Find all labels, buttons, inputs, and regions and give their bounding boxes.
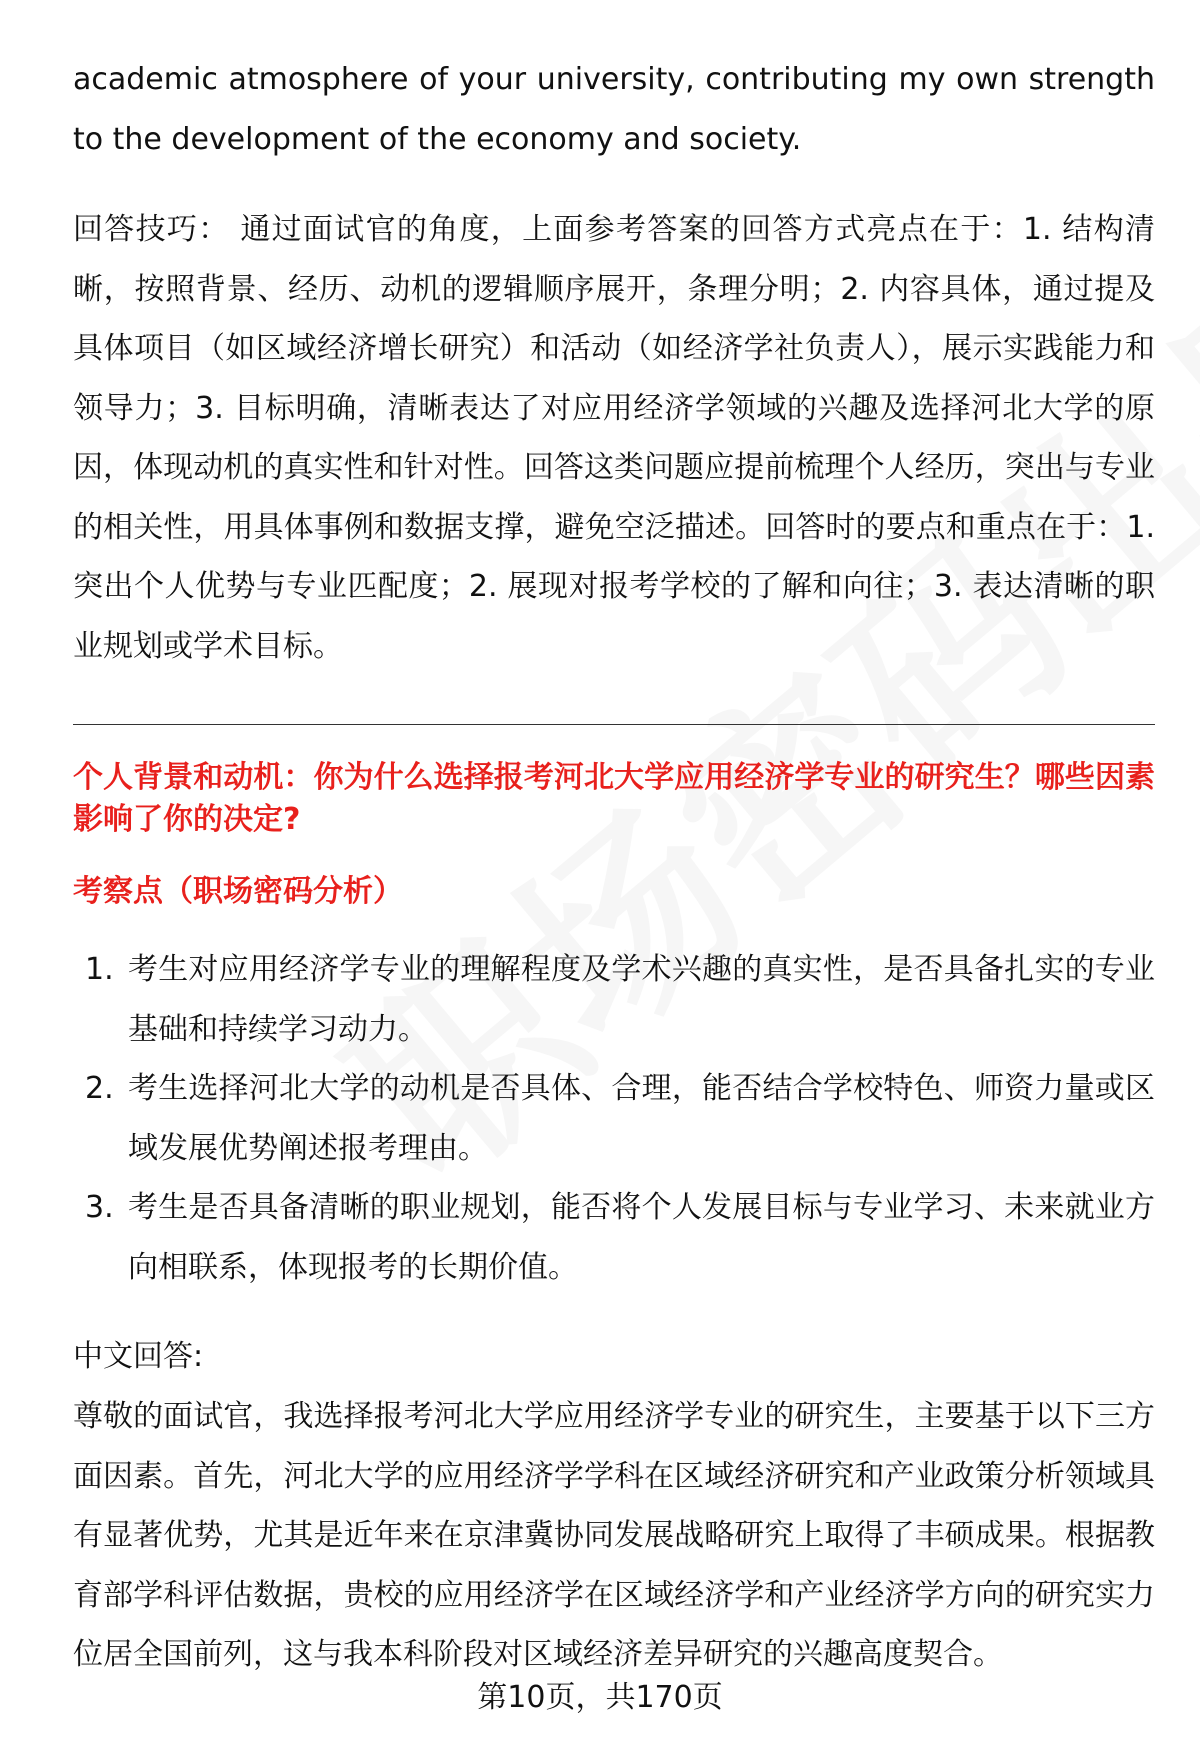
list-number: 1.: [85, 952, 114, 987]
intro-continuation: academic atmosphere of your university, contributing my own strength to the development of the economy and society.: [73, 62, 1155, 157]
exam-points-title: 考察点（职场密码分析）: [73, 874, 403, 909]
answer-label: 中文回答:: [73, 1339, 204, 1374]
list-item: [73, 1178, 1155, 1297]
answer-tips: 回答技巧： 通过面试官的角度，上面参考答案的回答方式亮点在于：1. 结构清晰，按照背景、经历、动机的逻辑顺序展开，条理分明；2. 内容具体，通过提及具体项目（如区域经济增长研究）和活动（如经济学社负责人），展示实践能力和领导力；3. 目标明确，清晰表达了对应用经济学领域的兴趣及选择河北大学的原因，体现动机的真实性和针对性。回答这类问题应提前梳理个人经历，突出与专业的相关性，用具体事例和数据支撑，避免空泛描述。回答时的要点和重点在于：1. 突出个人优势与专业匹配度；2. 展现对报考学校的了解和向往；3. 表达清晰的职业规划或学术目标。: [73, 212, 1155, 664]
list-number: 2.: [85, 1071, 114, 1106]
list-number: 3.: [85, 1190, 114, 1225]
list-text: 考生是否具备清晰的职业规划，能否将个人发展目标与专业学习、未来就业方向相联系，体现报考的长期价值。: [128, 1190, 1155, 1285]
list-item: [73, 940, 1155, 1059]
question-heading: 个人背景和动机：你为什么选择报考河北大学应用经济学专业的研究生？哪些因素影响了你的决定?: [73, 760, 1155, 837]
exam-points-list: [73, 940, 1155, 1297]
list-text: 考生对应用经济学专业的理解程度及学术兴趣的真实性，是否具备扎实的专业基础和持续学习动力。: [128, 952, 1155, 1047]
page-number: 第10页，共170页: [477, 1680, 723, 1715]
answer-text: 尊敬的面试官，我选择报考河北大学应用经济学专业的研究生，主要基于以下三方面因素。首先，河北大学的应用经济学学科在区域经济研究和产业政策分析领域具有显著优势，尤其是近年来在京津冀协同发展战略研究上取得了丰硕成果。根据教育部学科评估数据，贵校的应用经济学在区域经济学和产业经济学方向的研究实力位居全国前列，这与我本科阶段对区域经济差异研究的兴趣高度契合。: [73, 1399, 1155, 1672]
section-divider: [73, 724, 1155, 725]
list-text: 考生选择河北大学的动机是否具体、合理，能否结合学校特色、师资力量或区域发展优势阐述报考理由。: [128, 1071, 1155, 1166]
list-item: [73, 1059, 1155, 1178]
